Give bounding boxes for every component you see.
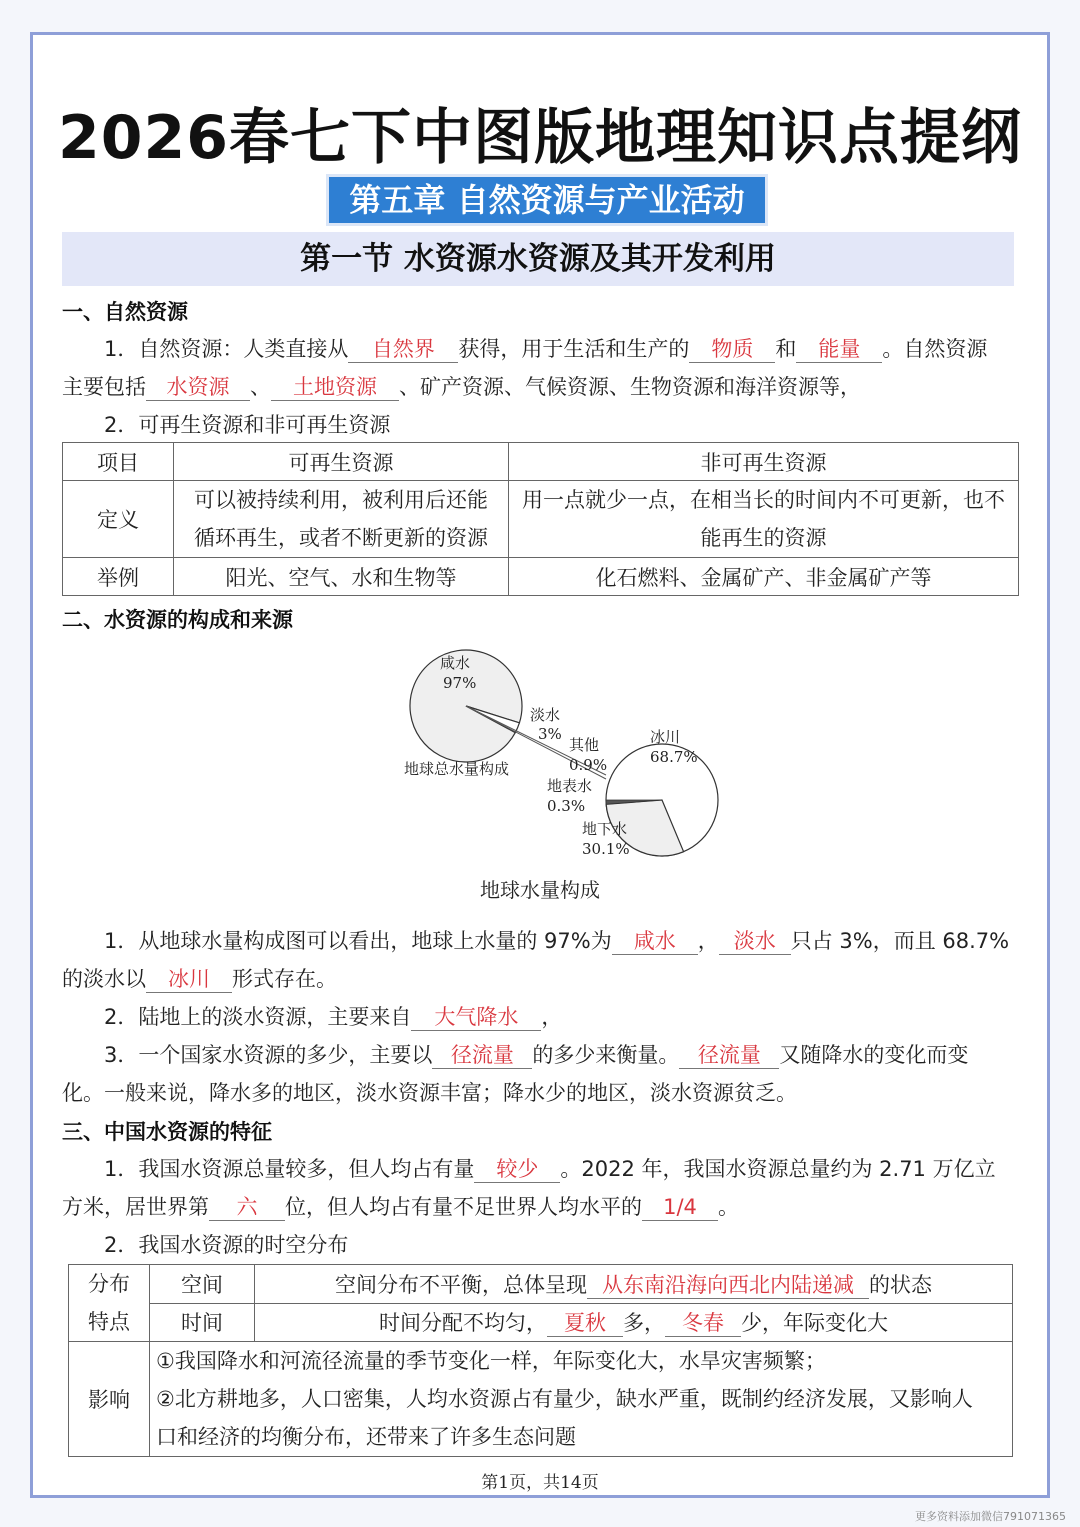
pie-label: 淡水 <box>530 706 561 724</box>
table-cell: 化石燃料、金属矿产、非金属矿产等 <box>509 558 1019 596</box>
table-header: 非可再生资源 <box>509 443 1019 481</box>
distribution-table <box>68 1264 1013 1457</box>
answer-blank: 径流量 <box>432 1042 532 1069</box>
pie-value-label: 0.3% <box>547 797 586 815</box>
chart-caption: 地球水量构成 <box>480 878 600 902</box>
table-cell: 可以被持续利用，被利用后还能 循环再生，或者不断更新的资源 <box>174 481 509 558</box>
page-title: 2026春七下中图版地理知识点提纲 <box>58 103 1022 173</box>
answer-blank: 1/4 <box>642 1194 718 1221</box>
pie-label: 冰川 <box>650 728 681 746</box>
table-cell: 分布 特点 <box>69 1265 150 1342</box>
heading-china-water: 三、中国水资源的特征 <box>62 1120 272 1144</box>
text-line: 1．我国水资源总量较多，但人均占有量 较少 。2022 年，我国水资源总量约为 2.71 万亿立 <box>104 1157 996 1181</box>
table-cell: 时间 <box>150 1303 255 1342</box>
text-line: 1．自然资源：人类直接从 自然界 获得，用于生活和生产的 物质 和 能量 。自然资源 <box>104 337 988 361</box>
pie-value-label: 30.1% <box>582 840 630 858</box>
answer-blank: 物质 <box>689 336 775 363</box>
table-cell: 举例 <box>63 558 174 596</box>
table-header: 项目 <box>63 443 174 481</box>
pie-label: 其他 <box>569 736 600 754</box>
table-cell: 定义 <box>63 481 174 558</box>
text-line: 主要包括 水资源 、 土地资源 、矿产资源、气候资源、生物资源和海洋资源等， <box>62 375 861 399</box>
answer-blank: 咸水 <box>612 928 698 955</box>
text-line: 2．我国水资源的时空分布 <box>104 1233 349 1257</box>
text-line: 的淡水以 冰川 形式存在。 <box>62 967 337 991</box>
table-cell: 空间 <box>150 1265 255 1304</box>
text-line: 方米，居世界第 六 位，但人均占有量不足世界人均水平的 1/4 。 <box>62 1195 739 1219</box>
heading-natural-resources: 一、自然资源 <box>62 300 188 324</box>
answer-blank: 六 <box>209 1194 285 1221</box>
answer-blank: 水资源 <box>146 374 250 401</box>
text-line: 2．可再生资源和非可再生资源 <box>104 413 391 437</box>
answer-blank: 能量 <box>796 336 882 363</box>
table-cell: 影响 <box>69 1342 150 1457</box>
table-header: 可再生资源 <box>174 443 509 481</box>
section-title: 第一节 水资源水资源及其开发利用 <box>62 232 1014 286</box>
text-line: 1．从地球水量构成图可以看出，地球上水量的 97%为 咸水 ， 淡水 只占 3%，而且 68.7% <box>104 929 1010 953</box>
answer-blank: 较少 <box>474 1156 560 1183</box>
answer-blank: 大气降水 <box>411 1004 541 1031</box>
answer-blank: 径流量 <box>679 1042 779 1069</box>
heading-water-composition: 二、水资源的构成和来源 <box>62 608 293 632</box>
text-line: 化。一般来说，降水多的地区，淡水资源丰富；降水少的地区，淡水资源贫乏。 <box>62 1081 797 1105</box>
pie-value-label: 97% <box>443 674 477 692</box>
table-cell: 时间分配不均匀， 夏秋 多， 冬春 少，年际变化大 <box>255 1303 1013 1342</box>
pie-label: 咸水 <box>440 654 471 672</box>
text-line: 3．一个国家水资源的多少，主要以 径流量 的多少来衡量。 径流量 又随降水的变化而变 <box>104 1043 969 1067</box>
pie-value-label: 3% <box>538 725 562 743</box>
answer-blank: 自然界 <box>348 336 458 363</box>
table-cell: 用一点就少一点，在相当长的时间内不可更新，也不 能再生的资源 <box>509 481 1019 558</box>
answer-blank: 冰川 <box>146 966 232 993</box>
pie-label: 地下水 <box>582 820 628 838</box>
answer-blank: 土地资源 <box>271 374 399 401</box>
pie-chart-name: 地球总水量构成 <box>404 760 510 778</box>
answer-blank: 从东南沿海向西北内陆递减 <box>587 1272 869 1299</box>
table-cell: 阳光、空气、水和生物等 <box>174 558 509 596</box>
water-composition-chart <box>380 640 740 870</box>
watermark: 更多资料添加微信791071365 <box>915 1510 1066 1523</box>
resources-table <box>62 442 1019 596</box>
text-line: 2．陆地上的淡水资源，主要来自 大气降水 ， <box>104 1005 563 1029</box>
answer-blank: 夏秋 <box>547 1310 623 1337</box>
pie-label: 地表水 <box>547 777 593 795</box>
table-cell: ①我国降水和河流径流量的季节变化一样，年际变化大，水旱灾害频繁； ②北方耕地多，人口密集，人均水资源占有量少，缺水严重，既制约经济发展，又影响人 口和经济的均衡分布，还带来了许多生态问题 <box>150 1342 1013 1457</box>
page-footer: 第1页，共14页 <box>481 1473 599 1493</box>
pie-value-label: 68.7% <box>650 748 698 766</box>
table-cell: 空间分布不平衡，总体呈现 从东南沿海向西北内陆递减 的状态 <box>255 1265 1013 1304</box>
answer-blank: 淡水 <box>719 928 791 955</box>
chapter-banner: 第五章 自然资源与产业活动 <box>326 174 768 226</box>
answer-blank: 冬春 <box>665 1310 741 1337</box>
pie-value-label: 0.9% <box>569 756 608 774</box>
